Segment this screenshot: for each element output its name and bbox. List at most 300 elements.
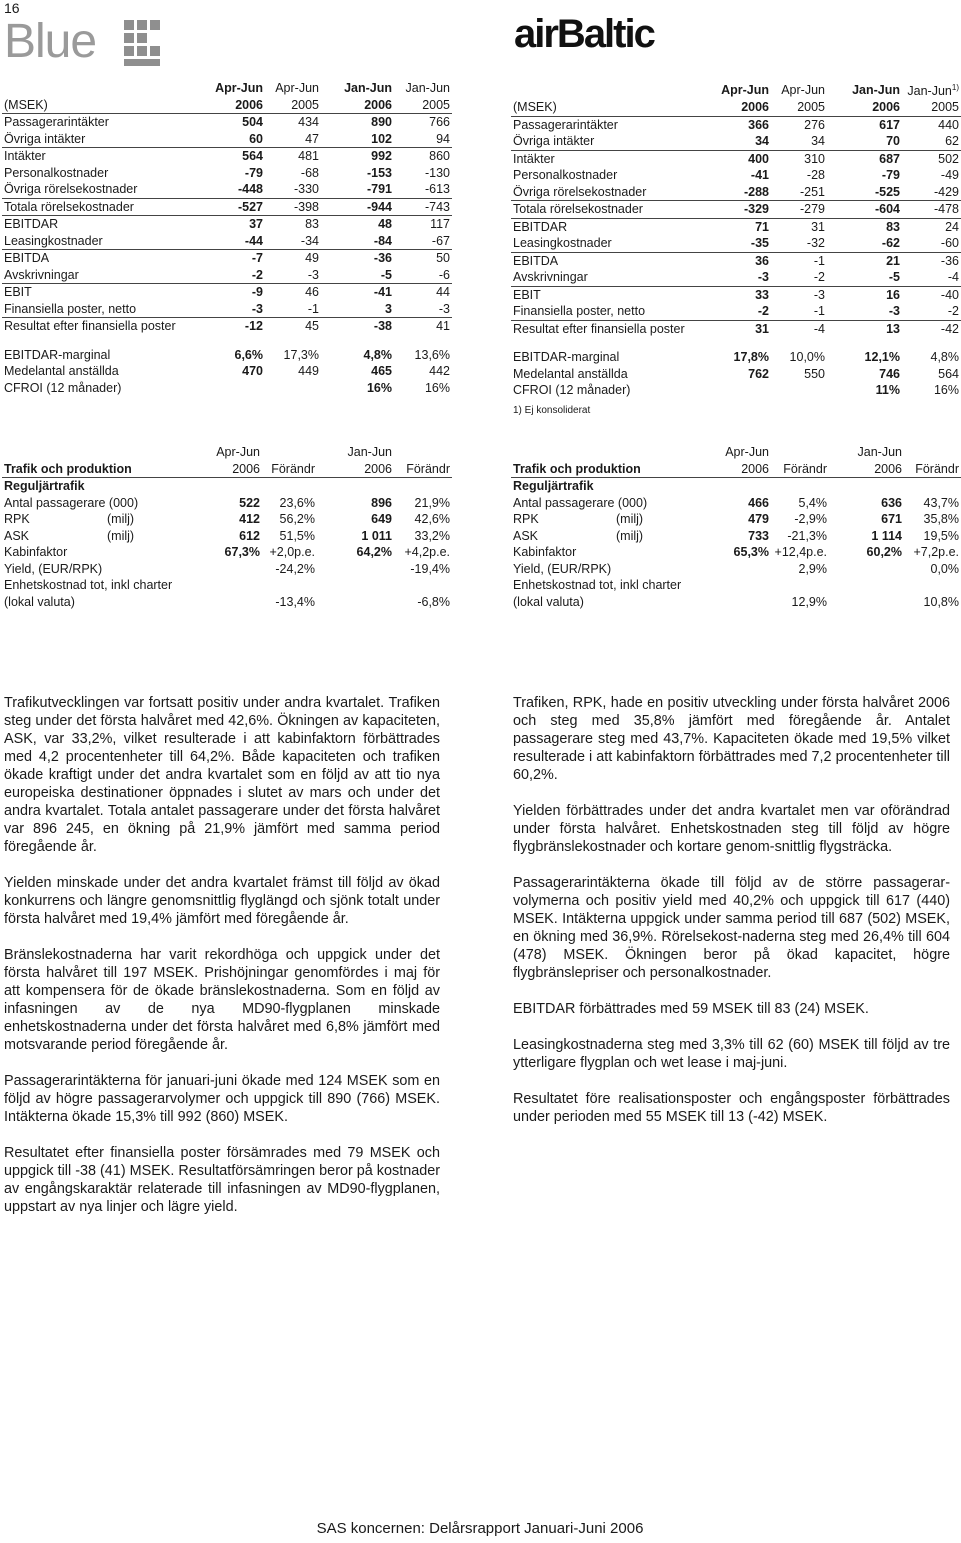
table-cell: 412 — [239, 512, 260, 527]
row-label: EBITDAR-marginal — [513, 350, 620, 365]
row-label: Passagerarintäkter — [511, 116, 715, 133]
table-row — [2, 284, 452, 301]
col-change: Förändr — [271, 461, 315, 476]
table-cell — [202, 594, 262, 611]
table-cell: 49 — [265, 250, 321, 267]
table-cell: -2 — [251, 267, 263, 282]
row-unit — [616, 544, 711, 561]
row-label: EBIT — [2, 284, 212, 301]
table-row — [2, 198, 452, 216]
row-label: ASK — [513, 528, 539, 543]
paragraph: Trafiken, RPK, hade en positiv utveckling under första halvåret 2006 och steg med 35,8% jämfört med föregående år. Antalet passagerare steg med 43,7%. Kapaciteten ökade med 19,5% vilket resulterade i att kabinfaktorn förbättrades med 7,2 procentenheter till 60,2%. — [513, 695, 950, 783]
row-label: Totala rörelsekostnader — [2, 198, 212, 216]
table-row — [2, 495, 452, 512]
table-row — [511, 366, 961, 383]
table-cell: +4,2p.e. — [404, 545, 450, 560]
table-cell — [317, 594, 394, 611]
table-cell: -478 — [902, 201, 961, 219]
table-cell: 60,2% — [866, 545, 902, 560]
table-cell: 17,8% — [733, 350, 769, 365]
blue-traffic-table — [2, 444, 452, 610]
paragraph: Resultatet efter finansiella poster försämrades med 79 MSEK och uppgick till -38 (41) MSEK. Resultatförsämringen beror på kostnader av engångskaraktär relaterade till infasningen av MD90-flygplanen, uppstart av nya linjer och lägre yield. — [4, 1145, 440, 1215]
table-cell: 11% — [875, 383, 900, 398]
airbaltic-logo: airBaltic — [514, 12, 654, 56]
table-row — [511, 286, 961, 303]
col-year: 2005 — [931, 100, 959, 115]
row-label: Finansiella poster, netto — [513, 304, 646, 319]
table-row — [511, 184, 961, 201]
table-cell — [212, 380, 265, 397]
table-cell: -40 — [902, 286, 961, 303]
col-year: 2006 — [364, 461, 392, 476]
col-change: Förändr — [915, 461, 959, 476]
row-label: EBITDAR — [511, 218, 715, 235]
col-header: Apr-Jun — [216, 445, 260, 460]
table-cell: -3 — [438, 301, 450, 316]
table-cell: -251 — [799, 184, 825, 199]
table-row — [511, 235, 961, 252]
table-cell: -62 — [881, 236, 900, 251]
table-cell: 21,9% — [414, 495, 450, 510]
table-cell: 45 — [265, 318, 321, 335]
table-cell: -35 — [750, 236, 769, 251]
row-unit — [616, 561, 711, 578]
table-cell: -429 — [933, 184, 959, 199]
table-cell: +12,4p.e. — [774, 545, 827, 560]
table-cell: 43,7% — [923, 495, 959, 510]
row-label: Antal passagerare (000) — [513, 495, 648, 510]
table-cell: 10,0% — [789, 350, 825, 365]
table-row — [2, 148, 452, 165]
unit-cost-label: Enhetskostnad tot, inkl charter — [513, 578, 682, 593]
table-row — [2, 250, 452, 267]
airbaltic-income-table — [511, 80, 961, 419]
table-cell: 35,8% — [923, 512, 959, 527]
table-cell: -329 — [715, 201, 771, 219]
table-row — [511, 201, 961, 219]
row-label: EBITDA — [511, 252, 715, 269]
table-cell: -5 — [380, 267, 392, 282]
airbaltic-traffic-table — [511, 444, 961, 610]
table-header-row — [2, 80, 452, 97]
col-year: 2005 — [291, 97, 319, 112]
table-cell: 21 — [827, 252, 902, 269]
row-unit: (milj) — [616, 528, 644, 543]
table-cell: 56,2% — [279, 512, 315, 527]
table-cell: -5 — [888, 270, 900, 285]
table-cell: 46 — [265, 284, 321, 301]
table-cell: -12 — [212, 318, 265, 335]
row-label: Resultat efter finansiella poster — [2, 318, 212, 335]
row-label: Kabinfaktor — [513, 545, 577, 560]
table-cell: 65,3% — [733, 545, 769, 560]
table-cell: 564 — [212, 148, 265, 165]
table-cell: 465 — [371, 364, 392, 379]
table-cell: -330 — [293, 182, 319, 197]
table-row — [2, 511, 452, 528]
table-cell: -448 — [237, 182, 263, 197]
table-cell: 617 — [827, 116, 902, 133]
blue-commentary — [4, 694, 440, 1234]
section-label: Reguljärtrafik — [511, 478, 961, 495]
table-row — [2, 301, 452, 318]
table-cell: 67,3% — [224, 545, 260, 560]
row-label: Övriga rörelsekostnader — [4, 182, 138, 197]
table-cell: -7 — [212, 250, 265, 267]
table-cell: 5,4% — [798, 495, 827, 510]
paragraph: Yielden förbättrades under det andra kvartalet men var oförändrad under första halvåret. Enhetskostnaden steg till följd av högre flygbränslekostnader och kortare genom-snittlig flygsträcka. — [513, 803, 950, 855]
table-cell: -79 — [244, 165, 263, 180]
table-row — [511, 528, 961, 545]
table-cell: 746 — [879, 366, 900, 381]
table-cell: -2,9% — [794, 512, 827, 527]
table-cell: 16 — [827, 286, 902, 303]
table-cell: -3 — [251, 301, 263, 316]
table-cell: +7,2p.e. — [913, 545, 959, 560]
table-row — [2, 165, 452, 182]
row-label: Intäkter — [2, 148, 212, 165]
table-cell — [715, 382, 771, 399]
table-title: Trafik och produktion — [4, 461, 132, 476]
table-row — [511, 269, 961, 286]
table-cell: 366 — [715, 116, 771, 133]
table-cell: 13 — [827, 320, 902, 337]
table-row — [511, 133, 961, 150]
table-cell: -36 — [902, 252, 961, 269]
table-cell: -3 — [757, 270, 769, 285]
table-cell: 41 — [394, 318, 452, 335]
col-header: Apr-Jun — [215, 81, 263, 96]
col-year: 2006 — [364, 97, 392, 112]
table-cell: -42 — [902, 320, 961, 337]
col-year: 2005 — [422, 97, 450, 112]
table-cell: -3 — [771, 286, 827, 303]
table-cell: 400 — [715, 150, 771, 167]
table-cell: 10,8% — [923, 594, 959, 609]
row-unit: (milj) — [107, 528, 135, 543]
table-cell: -525 — [874, 184, 900, 199]
row-unit — [107, 561, 202, 578]
table-cell: -1 — [307, 301, 319, 316]
table-cell: -84 — [373, 233, 392, 248]
table-cell: 550 — [804, 366, 825, 381]
table-cell: 3 — [385, 301, 392, 316]
table-row — [511, 116, 961, 133]
table-row — [2, 347, 452, 364]
table-cell: 33 — [715, 286, 771, 303]
paragraph: EBITDAR förbättrades med 59 MSEK till 83 (24) MSEK. — [513, 1001, 869, 1017]
table-cell: 51,5% — [279, 528, 315, 543]
table-row — [511, 218, 961, 235]
table-cell: -279 — [771, 201, 827, 219]
table-cell: 44 — [394, 284, 452, 301]
table-cell: 276 — [771, 116, 827, 133]
table-cell: 83 — [827, 218, 902, 235]
table-cell: 504 — [212, 114, 265, 131]
table-row — [511, 511, 961, 528]
table-row — [511, 382, 961, 399]
row-label: Passagerarintäkter — [2, 114, 212, 131]
table-cell: -41 — [321, 284, 394, 301]
col-header: Jan-Jun$^{1)}$ — [907, 83, 959, 99]
table-row — [511, 349, 961, 366]
table-cell: 1 011 — [361, 528, 392, 543]
table-cell: -60 — [940, 236, 959, 251]
table-row — [511, 167, 961, 184]
table-cell: 42,6% — [414, 512, 450, 527]
table-row — [2, 131, 452, 148]
table-cell: 12,9% — [791, 594, 827, 609]
table-cell: 466 — [748, 495, 769, 510]
table-cell: 766 — [394, 114, 452, 131]
table-cell: -13,4% — [275, 594, 315, 609]
table-cell: 481 — [265, 148, 321, 165]
table-row — [511, 150, 961, 167]
table-row — [2, 528, 452, 545]
row-label: EBITDAR-marginal — [4, 347, 111, 362]
col-header: Jan-Jun — [405, 81, 450, 96]
col-header: Jan-Jun — [347, 445, 392, 460]
table-row — [2, 561, 452, 578]
page-number: 16 — [4, 0, 20, 16]
unit-label: (MSEK) — [4, 97, 48, 112]
table-cell: 636 — [881, 495, 902, 510]
row-label: RPK — [513, 512, 539, 527]
row-label: Övriga intäkter — [513, 134, 595, 149]
col-header: Jan-Jun — [857, 445, 902, 460]
blue-logo — [4, 14, 164, 70]
col-year: 2006 — [235, 97, 263, 112]
col-year: 2005 — [797, 100, 825, 115]
table-cell: 16% — [933, 383, 959, 398]
table-cell: -743 — [394, 198, 452, 216]
table-cell: 17,3% — [283, 347, 319, 362]
col-header: Jan-Jun — [852, 82, 900, 97]
table-cell: 860 — [394, 148, 452, 165]
row-label: CFROI (12 månader) — [4, 380, 122, 395]
table-cell: -1 — [813, 304, 825, 319]
table-cell: 522 — [239, 495, 260, 510]
footnote: 1) Ej konsoliderat — [513, 404, 591, 416]
row-label: Yield, (EUR/RPK) — [4, 561, 103, 576]
table-cell: 16% — [424, 380, 450, 395]
row-label: Yield, (EUR/RPK) — [513, 561, 612, 576]
row-unit: (milj) — [616, 512, 644, 527]
table-cell: 687 — [827, 150, 902, 167]
table-cell: -36 — [321, 250, 394, 267]
table-row — [511, 252, 961, 269]
footnote-marker: 1) — [951, 83, 959, 92]
table-header-row — [2, 97, 452, 114]
unit-cost-sublabel: (lokal valuta) — [4, 594, 75, 609]
table-cell: 71 — [715, 218, 771, 235]
table-cell: 502 — [902, 150, 961, 167]
row-label: Kabinfaktor — [4, 545, 68, 560]
table-cell: 36 — [715, 252, 771, 269]
paragraph: Resultatet före realisationsposter och engångsposter förbättrades under perioden med 55 MSEK till 13 (-42) MSEK. — [513, 1091, 950, 1125]
row-label: CFROI (12 månader) — [513, 383, 631, 398]
table-cell: -6,8% — [417, 594, 450, 609]
table-cell: 102 — [371, 131, 392, 146]
table-cell: 12,1% — [864, 350, 900, 365]
table-cell: -68 — [300, 165, 319, 180]
table-cell: -4 — [771, 320, 827, 337]
table-cell: 896 — [371, 495, 392, 510]
table-cell: 50 — [394, 250, 452, 267]
table-header-row — [511, 80, 961, 99]
page-footer: SAS koncernen: Delårsrapport Januari-Juni 2006 — [316, 1520, 644, 1537]
table-cell: -79 — [881, 168, 900, 183]
col-header: Apr-Jun — [781, 82, 825, 97]
col-header: Apr-Jun — [725, 445, 769, 460]
table-cell: 117 — [394, 216, 452, 233]
table-cell: -38 — [321, 318, 394, 335]
table-row — [511, 544, 961, 561]
blue-logo-wordmark: Blue — [4, 15, 97, 68]
row-label: EBIT — [511, 286, 715, 303]
table-cell — [829, 594, 904, 611]
table-cell: 470 — [242, 364, 263, 379]
table-cell: 0,0% — [930, 561, 959, 576]
table-cell: 4,8% — [930, 350, 959, 365]
table-cell — [711, 594, 771, 611]
table-cell: 34 — [811, 134, 825, 149]
row-label: Övriga rörelsekostnader — [513, 184, 647, 199]
paragraph: Bränslekostnaderna har varit rekordhöga och uppgick under det första halvåret till 197 MSEK. Prishöjningar genomfördes i maj för att kompensera för de ökade bränslekostnaderna. Som en följd av infasningen av de nya MD90-flygplanen minskade enhetskostnaderna under det första halvåret med 6,8% jämfört med motsvarande period föregående år. — [4, 947, 440, 1053]
table-cell: 33,2% — [414, 528, 450, 543]
row-label: Leasingkostnader — [4, 233, 103, 248]
table-cell: -41 — [750, 168, 769, 183]
table-cell — [265, 380, 321, 397]
table-cell: -4 — [947, 270, 959, 285]
table-cell: -3 — [307, 267, 319, 282]
table-cell: 34 — [755, 134, 769, 149]
table-cell: 449 — [298, 364, 319, 379]
table-cell: -288 — [743, 184, 769, 199]
table-cell: -2 — [813, 270, 825, 285]
table-cell: 37 — [212, 216, 265, 233]
row-label: Avskrivningar — [4, 267, 79, 282]
paragraph: Trafikutvecklingen var fortsatt positiv under andra kvartalet. Trafiken steg under det första halvåret med 42,6%. Ökningen av kapaciteten, ASK, var 33,2%, vilket resulterade i att kabinfaktorn förbättrades med 4,2 procentenheter till 64,2%. Både kapaciteten och trafiken ökade kraftigt under det andra kvartalet som en följd av att tio nya europeiska destinationer öppnades i slutet av mars och under det andra kvartalet. Totala antalet passagerare under det första halvåret var 896 245, en ökning på 21,9% jämfört med samma period föregående år. — [4, 695, 440, 855]
row-label: Medelantal anställda — [4, 364, 119, 379]
table-row — [2, 114, 452, 131]
table-cell: -19,4% — [410, 561, 450, 576]
row-label: Övriga intäkter — [4, 131, 86, 146]
table-cell: -28 — [806, 168, 825, 183]
table-row — [2, 267, 452, 284]
airbaltic-commentary — [513, 694, 950, 1144]
table-cell: 47 — [305, 131, 319, 146]
table-row — [511, 495, 961, 512]
table-cell: 16% — [366, 380, 392, 395]
row-label: Leasingkostnader — [513, 236, 612, 251]
table-cell: 2,9% — [798, 561, 827, 576]
table-cell: -3 — [888, 304, 900, 319]
table-cell: 70 — [886, 134, 900, 149]
row-label: EBITDA — [2, 250, 212, 267]
table-cell: -44 — [244, 233, 263, 248]
table-cell: 671 — [881, 512, 902, 527]
table-row — [511, 320, 961, 337]
row-label: Personalkostnader — [4, 165, 109, 180]
table-cell: +2,0p.e. — [269, 545, 315, 560]
table-cell: 19,5% — [923, 528, 959, 543]
table-cell: 440 — [902, 116, 961, 133]
table-cell: -67 — [431, 233, 450, 248]
table-cell: 442 — [429, 364, 450, 379]
table-cell: -2 — [757, 304, 769, 319]
table-row — [2, 233, 452, 250]
table-row — [511, 303, 961, 320]
table-cell: 62 — [945, 134, 959, 149]
table-cell: 83 — [265, 216, 321, 233]
row-label: Resultat efter finansiella poster — [511, 320, 715, 337]
section-label: Reguljärtrafik — [2, 478, 452, 495]
table-cell: -24,2% — [275, 561, 315, 576]
table-row — [2, 318, 452, 335]
table-row — [2, 363, 452, 380]
row-unit — [107, 544, 202, 561]
col-header: Jan-Jun — [344, 81, 392, 96]
table-cell: -527 — [212, 198, 265, 216]
row-label: Totala rörelsekostnader — [511, 201, 715, 219]
table-cell: -9 — [212, 284, 265, 301]
table-cell: -791 — [366, 182, 392, 197]
blue-income-table — [2, 80, 452, 396]
row-unit: (milj) — [107, 512, 135, 527]
paragraph: Passagerarintäkterna ökade till följd av de större passagerar-volymerna och positiv yield med 40,2% och uppgick till 617 (440) MSEK. Intäkterna uppgick under samma period till 687 (502) MSEK, en ökning med 36,9%. Rörelsekost-naderna steg med 26,4% till 604 (478) MSEK. Ökningen beror på ökad kapacitet, högre flygbränslepriser och personalkostnader. — [513, 875, 950, 981]
table-cell: 60 — [249, 131, 263, 146]
table-cell: -49 — [940, 168, 959, 183]
table-cell: -153 — [366, 165, 392, 180]
table-cell: 31 — [771, 218, 827, 235]
table-row — [2, 544, 452, 561]
table-cell: 4,8% — [363, 347, 392, 362]
table-cell: 733 — [748, 528, 769, 543]
paragraph: Yielden minskade under det andra kvartalet främst till följd av ökad konkurrens och längre genomsnittlig flyglängd och sjönk totalt under första halvåret med 19,4% jämfört med föregående år. — [4, 875, 440, 927]
table-cell: 6,6% — [234, 347, 263, 362]
table-cell — [829, 561, 904, 578]
table-cell: -34 — [300, 233, 319, 248]
table-row — [511, 561, 961, 578]
table-header-row — [511, 99, 961, 116]
table-cell: -613 — [424, 182, 450, 197]
blue-logo-mark-icon — [122, 20, 162, 66]
unit-cost-label: Enhetskostnad tot, inkl charter — [4, 578, 173, 593]
unit-label: (MSEK) — [513, 100, 557, 115]
row-label: Antal passagerare (000) — [4, 495, 139, 510]
table-cell: -130 — [424, 165, 450, 180]
col-header: Apr-Jun — [275, 81, 319, 96]
table-cell — [202, 561, 262, 578]
row-label: Medelantal anställda — [513, 366, 628, 381]
row-label: EBITDAR — [2, 216, 212, 233]
table-cell: 762 — [748, 366, 769, 381]
table-cell: -1 — [771, 252, 827, 269]
paragraph: Leasingkostnaderna steg med 3,3% till 62 (60) MSEK till följd av tre ytterligare flygplan och wet lease i maj-juni. — [513, 1037, 950, 1071]
table-title: Trafik och produktion — [513, 461, 641, 476]
table-cell: 564 — [938, 366, 959, 381]
table-cell — [771, 382, 827, 399]
col-year: 2006 — [872, 100, 900, 115]
col-header: Apr-Jun — [721, 82, 769, 97]
table-cell: 649 — [371, 512, 392, 527]
paragraph: Passagerarintäkterna för januari-juni ökade med 124 MSEK som en följd av högre passagerarvolymer och uppgick till 890 (766) MSEK. Intäkterna ökade 15,3% till 992 (860) MSEK. — [4, 1073, 440, 1125]
table-cell: 31 — [715, 320, 771, 337]
col-year: 2006 — [874, 461, 902, 476]
table-cell: 310 — [771, 150, 827, 167]
table-cell: 94 — [436, 131, 450, 146]
